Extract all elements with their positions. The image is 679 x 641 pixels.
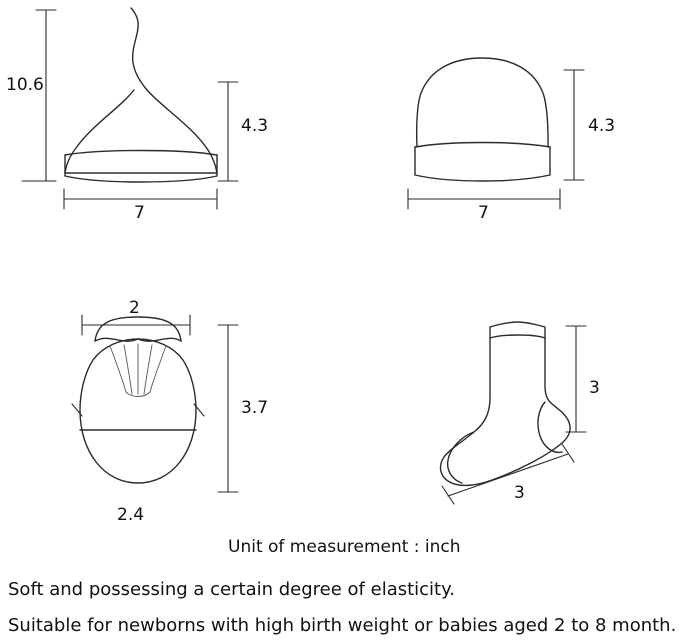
note-elasticity: Soft and possessing a certain degree of elasticity. — [8, 579, 455, 600]
pointed-hat-drawing — [65, 8, 217, 182]
pointed-hat-height-dimension — [22, 10, 56, 181]
sock-length-label: 3 — [514, 483, 525, 503]
mitten-height-label: 3.7 — [241, 398, 269, 418]
sock-height-dimension — [566, 326, 586, 432]
pointed-hat-height-label: 10.6 — [6, 75, 44, 95]
round-beanie-height-label: 4.3 — [588, 116, 616, 136]
sock-drawing — [441, 322, 570, 485]
round-beanie-height-dimension — [564, 70, 584, 180]
sock-height-label: 3 — [589, 378, 600, 398]
mitten-drawing — [72, 317, 204, 483]
note-age-suitability: Suitable for newborns with high birth weight or babies aged 2 to 8 month. — [8, 615, 677, 636]
mitten-width-label: 2.4 — [117, 505, 145, 525]
unit-of-measurement-caption: Unit of measurement : inch — [228, 537, 461, 557]
round-beanie-drawing — [415, 58, 550, 181]
mitten-height-dimension — [218, 325, 238, 492]
pointed-hat-depth-label: 4.3 — [241, 116, 269, 136]
pointed-hat-width-label: 7 — [134, 203, 145, 223]
pointed-hat-depth-dimension — [218, 82, 238, 181]
round-beanie-width-label: 7 — [478, 203, 489, 223]
mitten-cuff-width-label: 2 — [129, 298, 140, 318]
